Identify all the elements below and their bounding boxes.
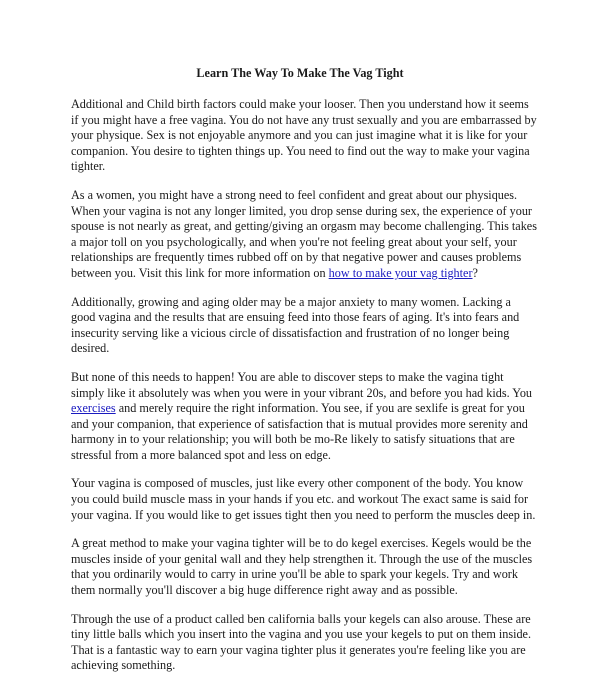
paragraph-1: Additional and Child birth factors could make your looser. Then you understand how it seems if you might have a free vagina. You do not have any trust sexually and you are embarrassed by your physique. Sex is not enjoyable anymore and you can just imagine what it is like for your companion. You desire to tighten things up. You need to find out the way to make your vagina tighter. bbox=[71, 97, 537, 174]
paragraph-4 bbox=[71, 370, 537, 464]
paragraph-3: Additionally, growing and aging older may be a major anxiety to many women. Lacking a good vagina and the results that are ensuing feed into those fears of aging. It's into fears and insecurity serving like a vicious circle of dissatisfaction and frustration of no longer being desired. bbox=[71, 294, 520, 356]
exercises-link[interactable]: exercises bbox=[71, 401, 116, 416]
document-title: Learn The Way To Make The Vag Tight bbox=[196, 66, 404, 80]
paragraph-7: Through the use of a product called ben california balls your kegels can also arouse. These are tiny little balls which you insert into the vagina and you use your kegels to put on them inside. That is a fantastic way to earn your vagina tighter plus it generates you're feeling like you are achieving something. bbox=[71, 611, 532, 673]
paragraph-6: A great method to make your vagina tighter will be to do kegel exercises. Kegels would be the muscles inside of your genital wall and they help strengthen it. Through the use of the muscles that you ordinarily would to carry in urine you'll be able to spark your kegels. Try and work them normally you'll discover a big huge difference right away and as possible. bbox=[71, 536, 533, 598]
vag-tighter-link[interactable]: how to make your vag tighter bbox=[328, 265, 473, 280]
paragraph-2-text: As a women, you might have a strong need to feel confident and great about our physiques. When your vagina is not any longer limited, you drop sense during sex, the experience of your spouse is not nearly as great, and getting/giving an orgasm may become challenging. This takes a major toll on you psychologically, and when you're not feeling great about your self, your relationships are frequently times rubbed off on by that negative power and causes problems between you. Visit this link for more information on bbox=[71, 187, 537, 280]
document-body bbox=[71, 97, 537, 687]
paragraph-5: Your vagina is composed of muscles, just like every other component of the body. You know you could build muscle mass in your hands if you etc. and workout The exact same is said for your vagina. If you would like to get issues tight then you need to perform the muscles deep in. bbox=[71, 476, 536, 522]
paragraph-4-end: and merely require the right information. You see, if you are sexlife is great for you and your companion, that experience of satisfaction that is mutual provides more serenity and harmony in to your relationship; you will both be mo-Re likely to satisfy situations that are stressful from a more balanced spot and less on edge. bbox=[71, 401, 528, 462]
paragraph-2 bbox=[71, 188, 537, 282]
paragraph-2-end: ? bbox=[472, 265, 478, 280]
paragraph-4-text: But none of this needs to happen! You are able to discover steps to make the vagina tight simply like it absolutely was when you were in your vibrant 20s, and before you had kids. You bbox=[71, 369, 533, 400]
